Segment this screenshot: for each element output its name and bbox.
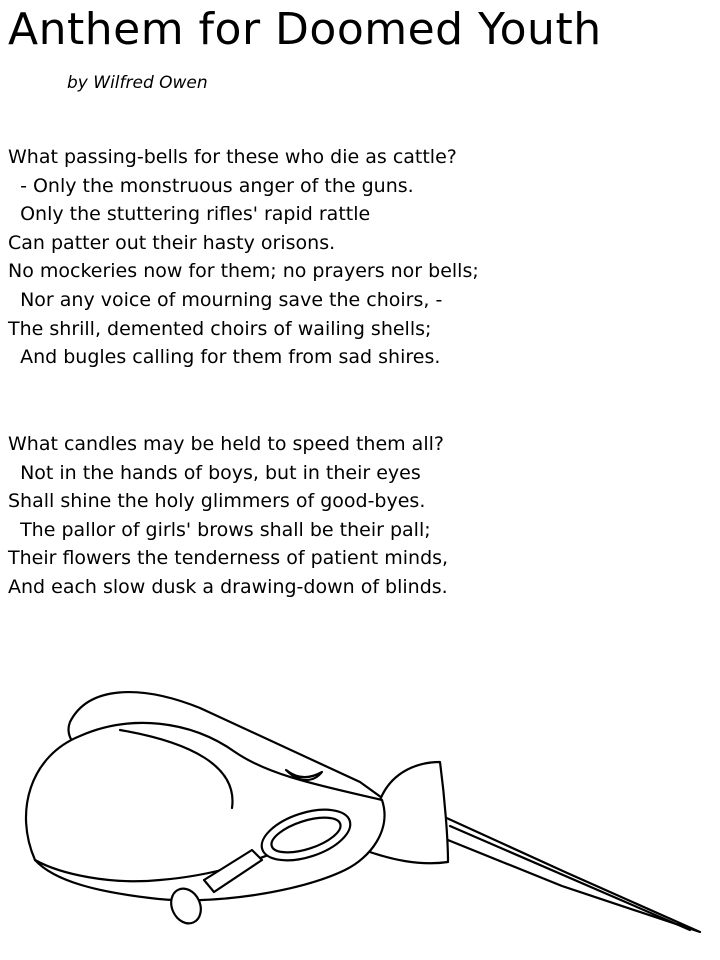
poem-line: The pallor of girls' brows shall be their pall; (8, 518, 431, 541)
poem-line: Not in the hands of boys, but in their eyes (8, 461, 421, 484)
poem-line: What candles may be held to speed them all? (8, 433, 444, 455)
stanza-2 (8, 430, 448, 602)
poem-title: Anthem for Doomed Youth (8, 4, 602, 55)
bayonet-edge (450, 826, 690, 930)
poem-line: And each slow dusk a drawing-down of blinds. (8, 575, 448, 598)
poem-line: Can patter out their hasty orisons. (8, 231, 336, 254)
poem-line: Nor any voice of mourning save the choirs, - (8, 288, 443, 311)
poem-line: No mockeries now for them; no prayers nor bells; (8, 260, 479, 283)
poem-line: The shrill, demented choirs of wailing shells; (8, 317, 432, 340)
poem-author: by Wilfred Owen (67, 73, 208, 93)
poem-line: Shall shine the holy glimmers of good-byes. (8, 490, 426, 513)
helmet-bugle-rifle-icon (0, 660, 720, 960)
poem-line: Only the stuttering rifles' rapid rattle (8, 203, 371, 226)
poem-line: And bugles calling for them from sad shires. (8, 346, 441, 369)
poem-line: Their flowers the tenderness of patient minds, (8, 547, 449, 570)
poem-line: What passing-bells for these who die as cattle? (8, 146, 457, 168)
poem-line: - Only the monstruous anger of the guns. (8, 174, 414, 197)
stanza-1 (8, 143, 479, 372)
